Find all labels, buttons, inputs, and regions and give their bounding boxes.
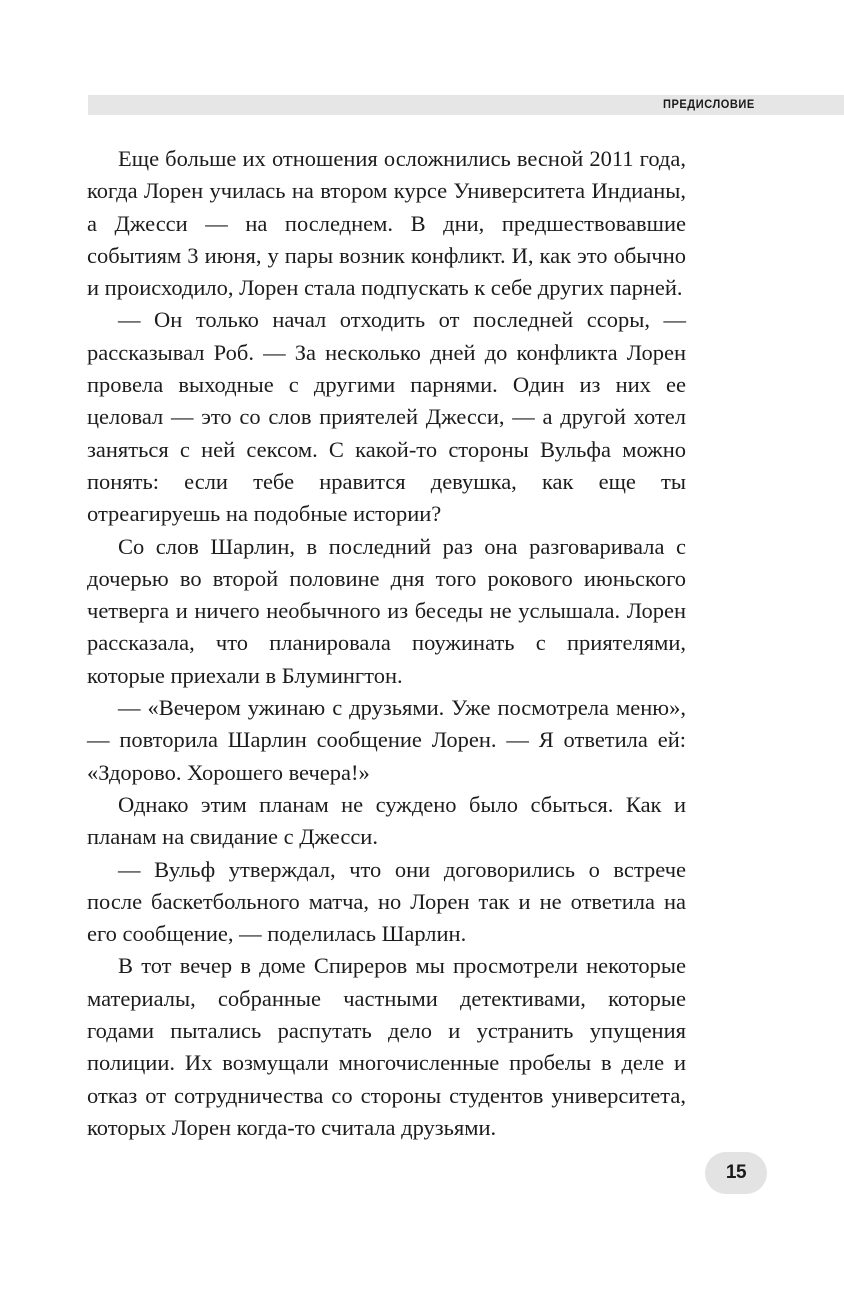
page-number: 15 [725,1162,747,1183]
paragraph: Однако этим планам не суждено было сбыться. Как и планам на свидание с Джесси. [87,791,686,850]
paragraph: — Он только начал отходить от последней ссоры, — рассказывал Роб. — За несколько дней до конфликта Лорен провела выходные с другими парнями. Один из них ее целовал — это со слов приятелей Джесси, — а другой хотел заняться с ней сексом. С какой-то стороны Вульфа можно понять: если тебе нравится девушка, как еще ты отреагируешь на подобные истории? [87,307,686,527]
paragraph: Со слов Шарлин, в последний раз она разговаривала с дочерью во второй половине дня того рокового июньского четверга и ничего необычного из беседы не услышала. Лорен рассказала, что планировала поужинать с приятелями, которые приехали в Блумингтон. [87,533,686,688]
page-number-badge [705,1152,767,1194]
section-title: ПРЕДИСЛОВИЕ [663,97,755,111]
paragraph: — Вульф утверждал, что они договорились о встрече после баскетбольного матча, но Лорен так и не ответила на его сообщение, — поделилась Шарлин. [87,856,686,947]
paragraph: Еще больше их отношения осложнились весной 2011 года, когда Лорен училась на втором курсе Университета Индианы, а Джесси — на последнем. В дни, предшествовавшие событиям 3 июня, у пары возник конфликт. И, как это обычно и происходило, Лорен стала подпускать к себе других парней. [87,146,686,301]
paragraph: В тот вечер в доме Спиреров мы просмотрели некоторые материалы, собранные частными детективами, которые годами пытались распутать дело и устранить упущения полиции. Их возмущали многочисленные пробелы в деле и отказ от сотрудничества со стороны студентов университета, которых Лорен когда-то считала друзьями. [87,953,686,1140]
page-body [87,143,686,1144]
paragraph: — «Вечером ужинаю с друзьями. Уже посмотрела меню», — повторила Шарлин сообщение Лорен. — Я ответила ей: «Здорово. Хорошего вечера!» [87,695,686,785]
